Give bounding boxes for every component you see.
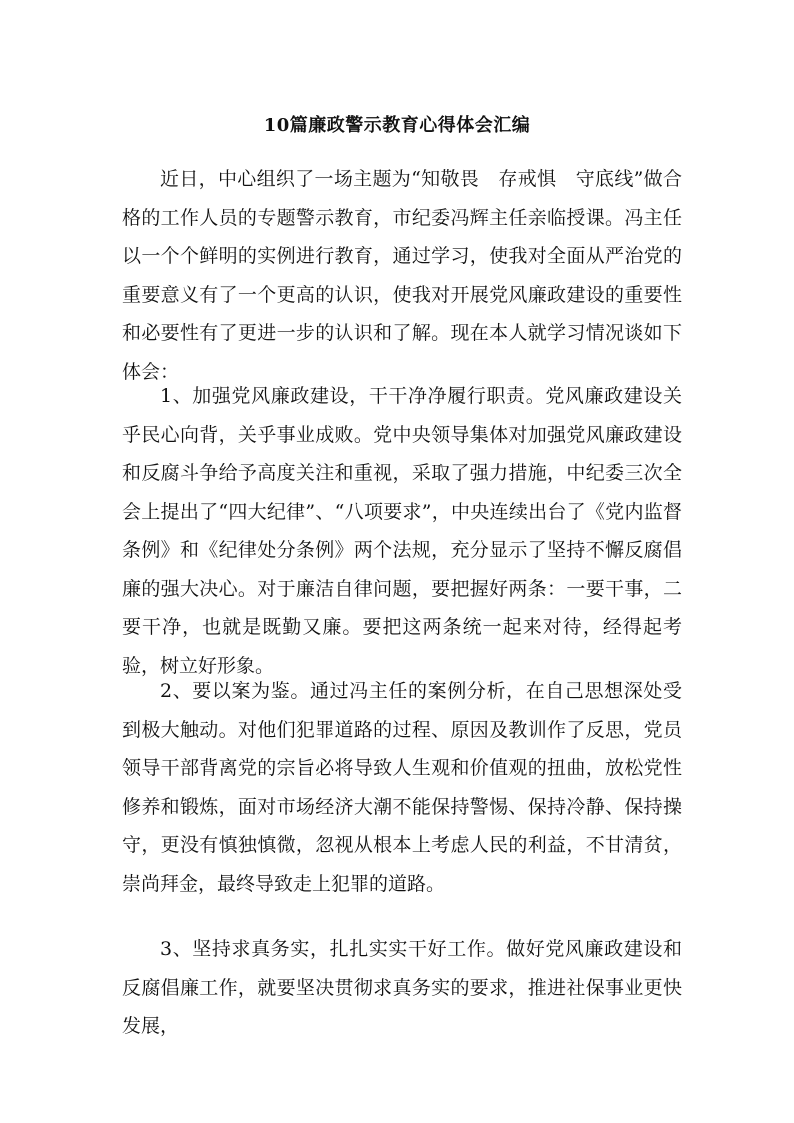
paragraph-point-2: 2、要以案为鉴。通过冯主任的案例分析，在自己思想深处受到极大触动。对他们犯罪道路的过程、原因及教训作了反思，党员领导干部背离党的宗旨必将导致人生观和价值观的扭曲，放松党性修养和锻炼，面对市场经济大潮不能保持警惕、保持冷静、保持操守，更没有慎独慎微，忽视从根本上考虑人民的利益，不甘清贫，崇尚拜金，最终导致走上犯罪的道路。 (122, 680, 682, 895)
paragraph-point-1: 1、加强党风廉政建设，干干净净履行职责。党风廉政建设关乎民心向背，关乎事业成败。党中央领导集体对加强党风廉政建设和反腐斗争给予高度关注和重视，采取了强力措施，中纪委三次全会上提出了“四大纪律”、“八项要求”，中央连续出台了《党内监督条例》和《纪律处分条例》两个法规，充分显示了坚持不懈反腐倡廉的强大决心。对于廉洁自律问题，要把握好两条：一要干事，二要干净，也就是既勤又廉。要把这两条统一起来对待，经得起考验，树立好形象。 (122, 385, 682, 677)
paragraph-intro: 近日，中心组织了一场主题为“知敬畏 存戒惧 守底线”做合格的工作人员的专题警示教育，市纪委冯辉主任亲临授课。冯主任以一个个鲜明的实例进行教育，通过学习，使我对全面从严治党的重要意义有了一个更高的认识，使我对开展党风廉政建设的重要性和必要性有了更进一步的认识和了解。现在本人就学习情况谈如下体会： (122, 168, 682, 383)
document-title: 10篇廉政警示教育心得体会汇编 (263, 115, 531, 136)
paragraph-point-3: 3、坚持求真务实，扎扎实实干好工作。做好党风廉政建设和反腐倡廉工作，就要坚决贯彻求真务实的要求，推进社保事业更快发展， (122, 938, 682, 1037)
